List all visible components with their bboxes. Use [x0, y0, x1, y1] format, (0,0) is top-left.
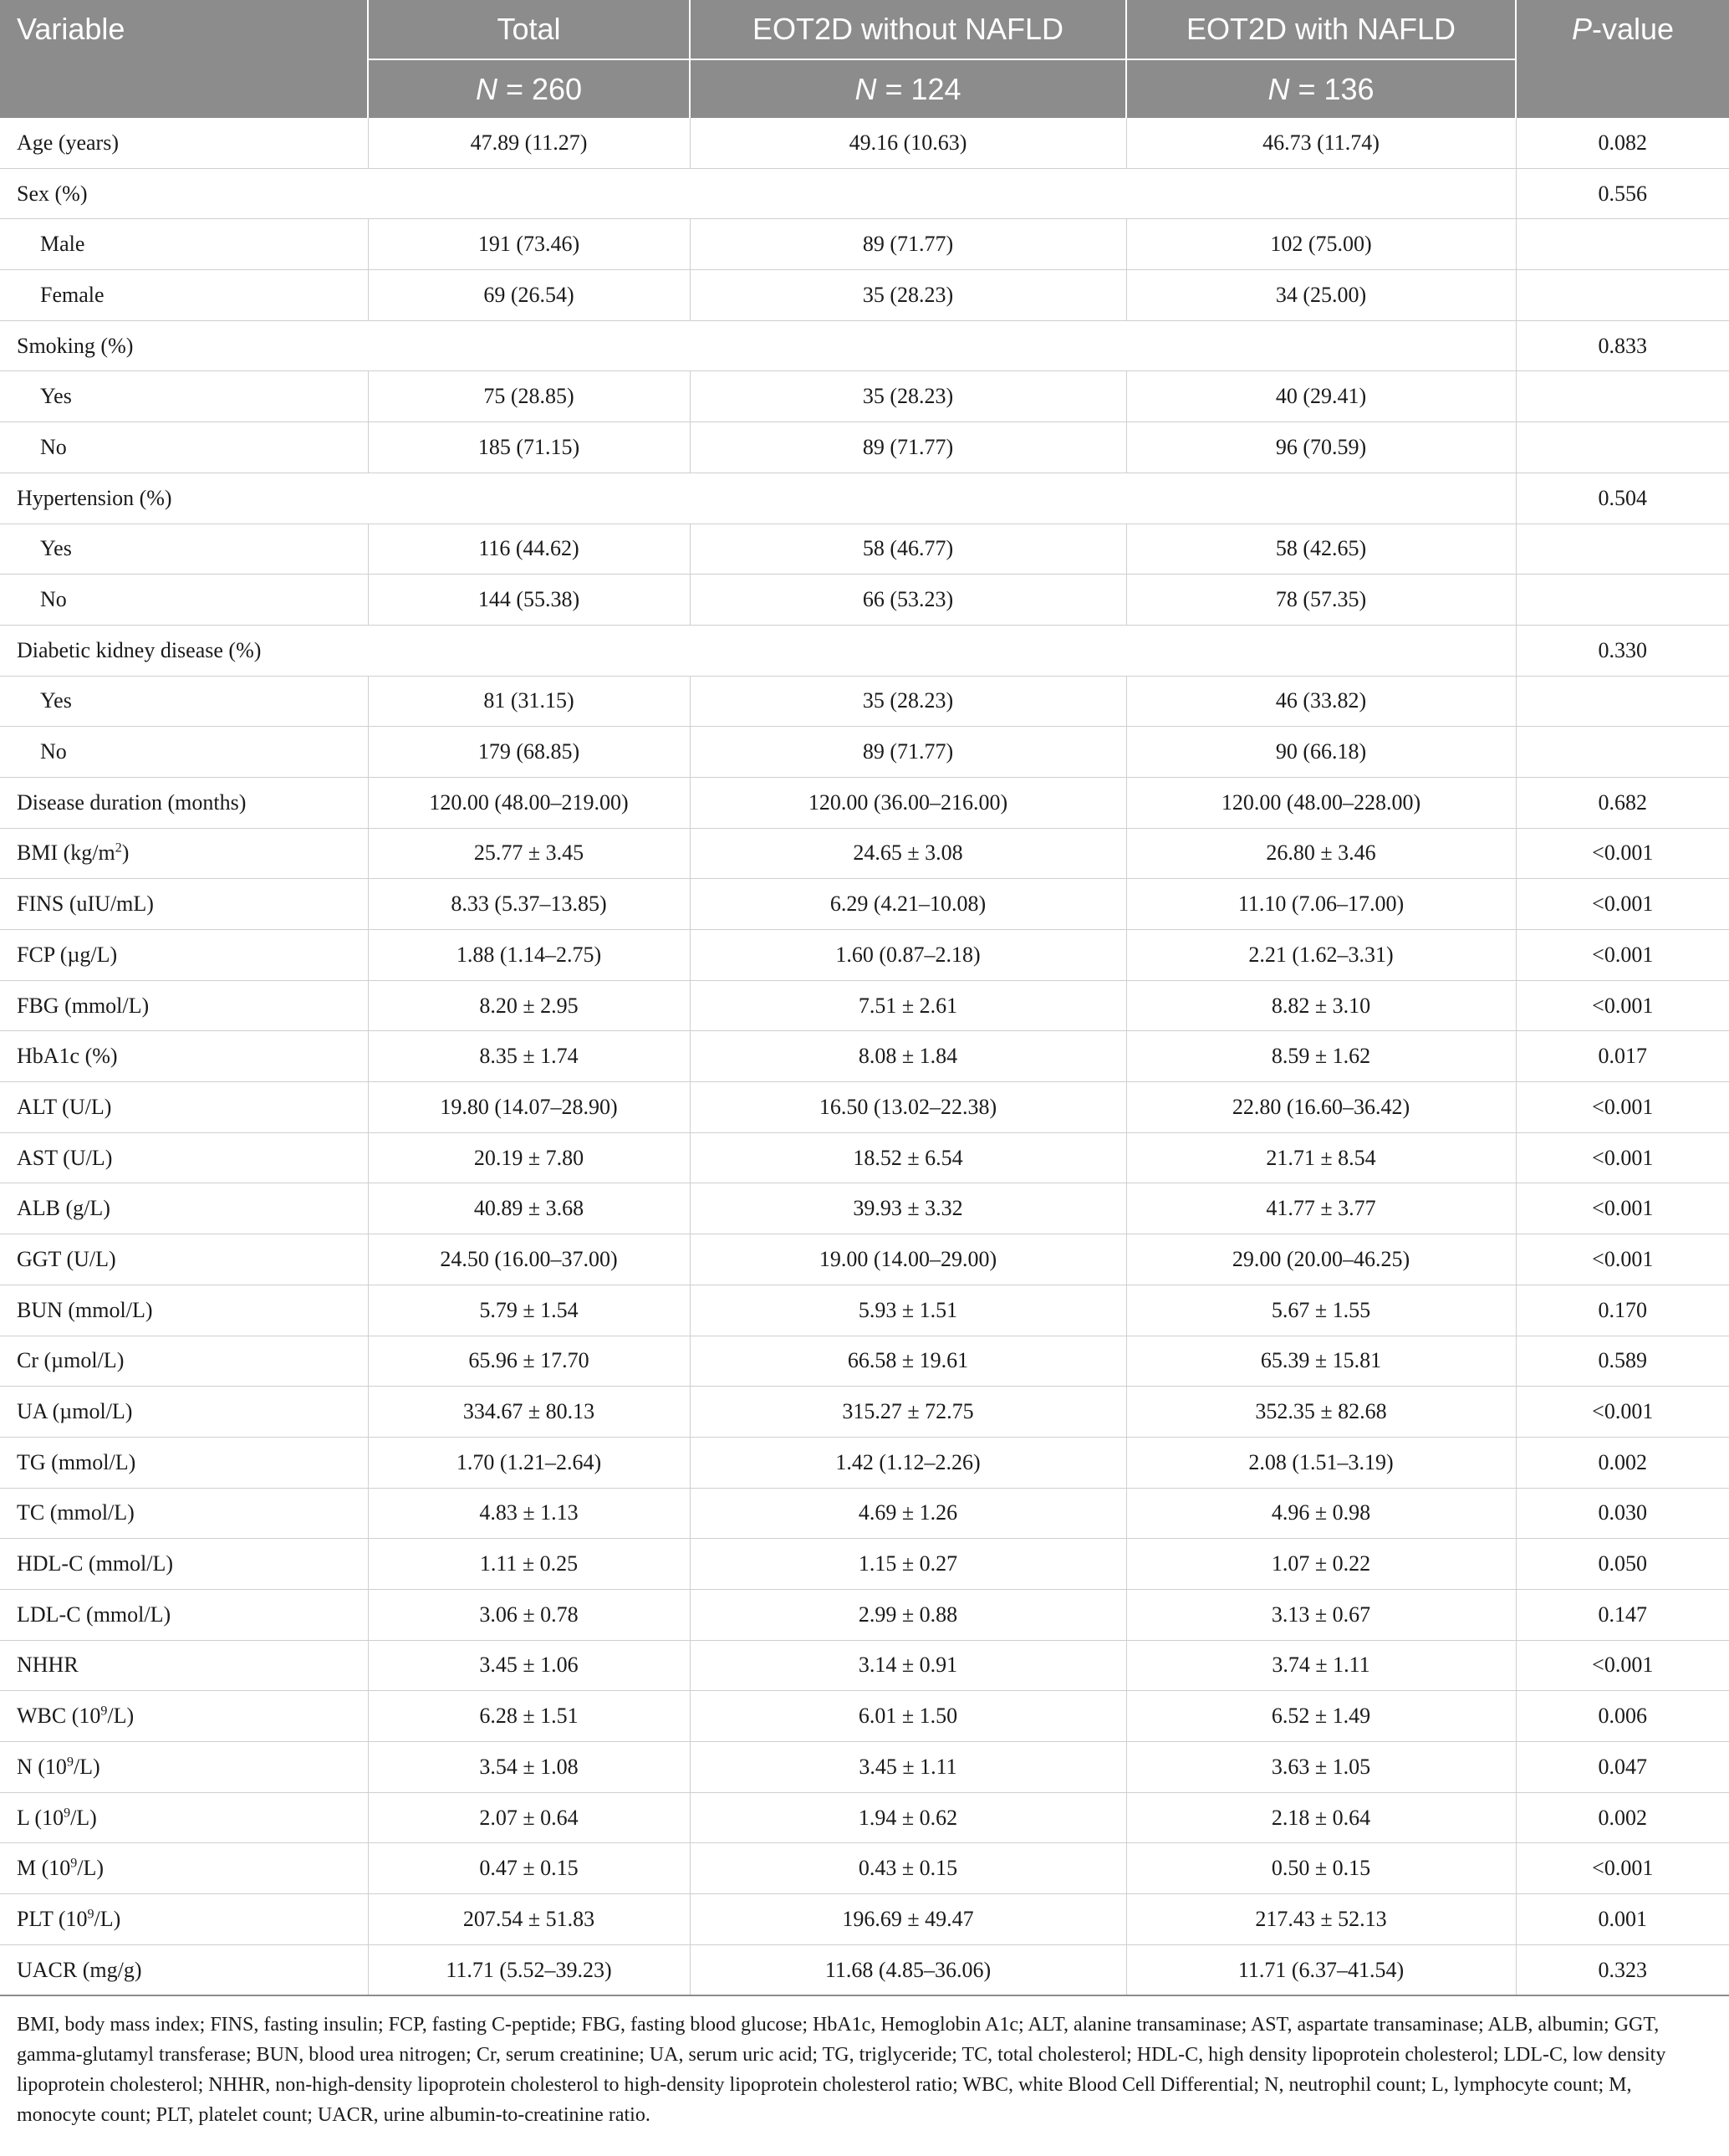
cell-with: 65.39 ± 15.81 — [1126, 1336, 1516, 1387]
p-rest: -value — [1591, 12, 1675, 46]
cell-variable: FINS (uIU/mL) — [0, 879, 368, 930]
table-row — [0, 168, 1729, 219]
table-row — [0, 371, 1729, 422]
cell-p-value: <0.001 — [1516, 1132, 1729, 1183]
cell-total: 47.89 (11.27) — [368, 118, 690, 168]
cell-empty — [368, 320, 1516, 371]
cell-variable: UACR (mg/g) — [0, 1944, 368, 1995]
table-row — [0, 1285, 1729, 1336]
cell-total: 334.67 ± 80.13 — [368, 1387, 690, 1438]
header-with-nafld: EOT2D with NAFLD — [1126, 0, 1516, 59]
cell-with: 3.13 ± 0.67 — [1126, 1589, 1516, 1640]
table-row — [0, 879, 1729, 930]
cell-with: 1.07 ± 0.22 — [1126, 1539, 1516, 1590]
cell-total: 1.70 (1.21–2.64) — [368, 1437, 690, 1488]
cell-with: 41.77 ± 3.77 — [1126, 1183, 1516, 1234]
cell-total: 144 (55.38) — [368, 575, 690, 626]
cell-p-value: 0.001 — [1516, 1894, 1729, 1945]
cell-with: 3.63 ± 1.05 — [1126, 1742, 1516, 1793]
cell-p-value: 0.082 — [1516, 118, 1729, 168]
table-row — [0, 1183, 1729, 1234]
table-row — [0, 1234, 1729, 1285]
cell-without: 315.27 ± 72.75 — [690, 1387, 1126, 1438]
table-row — [0, 1132, 1729, 1183]
cell-without: 3.14 ± 0.91 — [690, 1640, 1126, 1691]
cell-with: 4.96 ± 0.98 — [1126, 1488, 1516, 1539]
cell-with: 46.73 (11.74) — [1126, 118, 1516, 168]
cell-empty — [368, 473, 1516, 524]
cell-total: 8.20 ± 2.95 — [368, 980, 690, 1031]
cell-with: 102 (75.00) — [1126, 219, 1516, 270]
cell-variable: Diabetic kidney disease (%) — [0, 625, 368, 676]
cell-without: 16.50 (13.02–22.38) — [690, 1082, 1126, 1133]
cell-p-value: <0.001 — [1516, 1387, 1729, 1438]
cell-total: 6.28 ± 1.51 — [368, 1691, 690, 1742]
cell-with: 96 (70.59) — [1126, 422, 1516, 473]
cell-p-value: <0.001 — [1516, 980, 1729, 1031]
cell-p-value — [1516, 422, 1729, 473]
cell-variable: UA (µmol/L) — [0, 1387, 368, 1438]
cell-p-value: 0.682 — [1516, 777, 1729, 828]
table-row — [0, 524, 1729, 575]
cell-total: 8.33 (5.37–13.85) — [368, 879, 690, 930]
table-row — [0, 1336, 1729, 1387]
cell-without: 6.01 ± 1.50 — [690, 1691, 1126, 1742]
cell-without: 66 (53.23) — [690, 575, 1126, 626]
cell-empty — [368, 625, 1516, 676]
cell-total: 1.11 ± 0.25 — [368, 1539, 690, 1590]
cell-variable: NHHR — [0, 1640, 368, 1691]
cell-without: 120.00 (36.00–216.00) — [690, 777, 1126, 828]
table-row — [0, 930, 1729, 981]
cell-total: 40.89 ± 3.68 — [368, 1183, 690, 1234]
cell-p-value: 0.050 — [1516, 1539, 1729, 1590]
cell-total: 11.71 (5.52–39.23) — [368, 1944, 690, 1995]
cell-without: 8.08 ± 1.84 — [690, 1031, 1126, 1082]
table-row — [0, 575, 1729, 626]
cell-variable: Sex (%) — [0, 168, 368, 219]
cell-total: 3.45 ± 1.06 — [368, 1640, 690, 1691]
cell-with: 352.35 ± 82.68 — [1126, 1387, 1516, 1438]
cell-without: 39.93 ± 3.32 — [690, 1183, 1126, 1234]
cell-p-value: 0.002 — [1516, 1437, 1729, 1488]
cell-variable: No — [0, 575, 368, 626]
table-row — [0, 320, 1729, 371]
cell-with: 6.52 ± 1.49 — [1126, 1691, 1516, 1742]
cell-p-value — [1516, 371, 1729, 422]
cell-total: 116 (44.62) — [368, 524, 690, 575]
cell-without: 3.45 ± 1.11 — [690, 1742, 1126, 1793]
table-row — [0, 1387, 1729, 1438]
table-row — [0, 1843, 1729, 1894]
cell-variable: Yes — [0, 676, 368, 727]
cell-variable: Yes — [0, 524, 368, 575]
cell-p-value: <0.001 — [1516, 1082, 1729, 1133]
cell-with: 11.10 (7.06–17.00) — [1126, 879, 1516, 930]
cell-without: 89 (71.77) — [690, 422, 1126, 473]
table-row — [0, 1539, 1729, 1590]
table-row — [0, 980, 1729, 1031]
header-variable: Variable — [0, 0, 368, 118]
cell-without: 6.29 (4.21–10.08) — [690, 879, 1126, 930]
cell-with: 11.71 (6.37–41.54) — [1126, 1944, 1516, 1995]
header-n-total: N = 260 — [368, 59, 690, 118]
header-total: Total — [368, 0, 690, 59]
cell-without: 196.69 ± 49.47 — [690, 1894, 1126, 1945]
cell-without: 49.16 (10.63) — [690, 118, 1126, 168]
cell-variable: HDL-C (mmol/L) — [0, 1539, 368, 1590]
cell-variable: LDL-C (mmol/L) — [0, 1589, 368, 1640]
cell-total: 1.88 (1.14–2.75) — [368, 930, 690, 981]
header-n-without: N = 124 — [690, 59, 1126, 118]
cell-variable: FCP (µg/L) — [0, 930, 368, 981]
cell-without: 66.58 ± 19.61 — [690, 1336, 1126, 1387]
cell-without: 35 (28.23) — [690, 676, 1126, 727]
cell-with: 3.74 ± 1.11 — [1126, 1640, 1516, 1691]
cell-p-value — [1516, 524, 1729, 575]
cell-without: 0.43 ± 0.15 — [690, 1843, 1126, 1894]
cell-p-value: 0.006 — [1516, 1691, 1729, 1742]
cell-p-value: 0.170 — [1516, 1285, 1729, 1336]
table-row — [0, 1792, 1729, 1843]
cell-total: 8.35 ± 1.74 — [368, 1031, 690, 1082]
cell-with: 5.67 ± 1.55 — [1126, 1285, 1516, 1336]
cell-total: 65.96 ± 17.70 — [368, 1336, 690, 1387]
cell-p-value — [1516, 575, 1729, 626]
cell-total: 3.06 ± 0.78 — [368, 1589, 690, 1640]
cell-p-value — [1516, 676, 1729, 727]
cell-variable: HbA1c (%) — [0, 1031, 368, 1082]
cell-without: 35 (28.23) — [690, 371, 1126, 422]
cell-without: 35 (28.23) — [690, 270, 1126, 321]
cell-p-value: 0.833 — [1516, 320, 1729, 371]
cell-p-value: 0.147 — [1516, 1589, 1729, 1640]
cell-variable: Male — [0, 219, 368, 270]
table-row — [0, 1691, 1729, 1742]
cell-empty — [368, 168, 1516, 219]
cell-variable: BUN (mmol/L) — [0, 1285, 368, 1336]
cell-without: 5.93 ± 1.51 — [690, 1285, 1126, 1336]
cell-with: 2.18 ± 0.64 — [1126, 1792, 1516, 1843]
cell-variable: Age (years) — [0, 118, 368, 168]
cell-variable: AST (U/L) — [0, 1132, 368, 1183]
table-row — [0, 625, 1729, 676]
table-row — [0, 1589, 1729, 1640]
header-without-nafld: EOT2D without NAFLD — [690, 0, 1126, 59]
cell-without: 58 (46.77) — [690, 524, 1126, 575]
cell-without: 1.94 ± 0.62 — [690, 1792, 1126, 1843]
cell-total: 19.80 (14.07–28.90) — [368, 1082, 690, 1133]
cell-p-value — [1516, 270, 1729, 321]
cell-without: 1.42 (1.12–2.26) — [690, 1437, 1126, 1488]
cell-variable: Cr (µmol/L) — [0, 1336, 368, 1387]
table-row — [0, 1944, 1729, 1995]
cell-with: 90 (66.18) — [1126, 727, 1516, 778]
cell-p-value — [1516, 219, 1729, 270]
cell-variable: Hypertension (%) — [0, 473, 368, 524]
cell-with: 34 (25.00) — [1126, 270, 1516, 321]
cell-without: 19.00 (14.00–29.00) — [690, 1234, 1126, 1285]
cell-total: 25.77 ± 3.45 — [368, 828, 690, 879]
cell-p-value: <0.001 — [1516, 1843, 1729, 1894]
cell-with: 0.50 ± 0.15 — [1126, 1843, 1516, 1894]
p-letter: P — [1571, 12, 1592, 46]
cell-variable: WBC $(10^9/L)$ — [0, 1691, 368, 1742]
cell-without: 89 (71.77) — [690, 727, 1126, 778]
cell-variable: No — [0, 727, 368, 778]
cell-total: 120.00 (48.00–219.00) — [368, 777, 690, 828]
cell-variable: BMI $(kg/m^2)$ — [0, 828, 368, 879]
table-row — [0, 727, 1729, 778]
cell-p-value: <0.001 — [1516, 1640, 1729, 1691]
cell-without: 4.69 ± 1.26 — [690, 1488, 1126, 1539]
table-row — [0, 1488, 1729, 1539]
cell-variable: GGT (U/L) — [0, 1234, 368, 1285]
cell-without: 1.15 ± 0.27 — [690, 1539, 1126, 1590]
cell-with: 22.80 (16.60–36.42) — [1126, 1082, 1516, 1133]
cell-total: 75 (28.85) — [368, 371, 690, 422]
cell-total: 5.79 ± 1.54 — [368, 1285, 690, 1336]
cell-variable: ALT (U/L) — [0, 1082, 368, 1133]
cell-without: 24.65 ± 3.08 — [690, 828, 1126, 879]
cell-total: 191 (73.46) — [368, 219, 690, 270]
cell-variable: TC (mmol/L) — [0, 1488, 368, 1539]
table-row — [0, 1031, 1729, 1082]
cell-total: 81 (31.15) — [368, 676, 690, 727]
cell-total: 185 (71.15) — [368, 422, 690, 473]
table-footnote: BMI, body mass index; FINS, fasting insulin; FCP, fasting C-peptide; FBG, fasting blood glucose; HbA1c, Hemoglobin A1c; ALT, alanine transaminase; AST, aspartate transaminase; ALB, albumin; GGT, gamma-glutamyl transferase; BUN, blood urea nitrogen; Cr, serum creatinine; UA, serum uric acid; TG, triglyceride; TC, total cholesterol; HDL-C, high density lipoprotein cholesterol; LDL-C, low density lipoprotein cholesterol; NHHR, non-high-density lipoprotein cholesterol to high-density lipoprotein cholesterol ratio; WBC, white Blood Cell Differential; N, neutrophil count; L, lymphocyte count; M, monocyte count; PLT, platelet count; UACR, urine albumin-to-creatinine ratio. — [17, 2014, 1666, 2127]
cell-with: 2.08 (1.51–3.19) — [1126, 1437, 1516, 1488]
cell-p-value: <0.001 — [1516, 1183, 1729, 1234]
table-row — [0, 422, 1729, 473]
cell-with: 46 (33.82) — [1126, 676, 1516, 727]
cell-p-value: 0.330 — [1516, 625, 1729, 676]
cell-with: 2.21 (1.62–3.31) — [1126, 930, 1516, 981]
cell-total: 4.83 ± 1.13 — [368, 1488, 690, 1539]
cell-without: 11.68 (4.85–36.06) — [690, 1944, 1126, 1995]
cell-p-value: <0.001 — [1516, 828, 1729, 879]
cell-p-value: 0.017 — [1516, 1031, 1729, 1082]
cell-total: 207.54 ± 51.83 — [368, 1894, 690, 1945]
cell-variable: Disease duration (months) — [0, 777, 368, 828]
cell-with: 29.00 (20.00–46.25) — [1126, 1234, 1516, 1285]
cell-p-value: <0.001 — [1516, 879, 1729, 930]
cell-with: 21.71 ± 8.54 — [1126, 1132, 1516, 1183]
cell-with: 58 (42.65) — [1126, 524, 1516, 575]
cell-with: 40 (29.41) — [1126, 371, 1516, 422]
cell-without: 1.60 (0.87–2.18) — [690, 930, 1126, 981]
cell-total: 69 (26.54) — [368, 270, 690, 321]
cell-p-value: <0.001 — [1516, 1234, 1729, 1285]
cell-with: 26.80 ± 3.46 — [1126, 828, 1516, 879]
cell-variable: Yes — [0, 371, 368, 422]
cell-total: 20.19 ± 7.80 — [368, 1132, 690, 1183]
cell-total: 2.07 ± 0.64 — [368, 1792, 690, 1843]
cell-with: 120.00 (48.00–228.00) — [1126, 777, 1516, 828]
cell-without: 18.52 ± 6.54 — [690, 1132, 1126, 1183]
table-row — [0, 219, 1729, 270]
table-row — [0, 676, 1729, 727]
header-n-with: N = 136 — [1126, 59, 1516, 118]
cell-p-value: 0.002 — [1516, 1792, 1729, 1843]
cell-with: 217.43 ± 52.13 — [1126, 1894, 1516, 1945]
cell-with: 8.82 ± 3.10 — [1126, 980, 1516, 1031]
cell-p-value: 0.047 — [1516, 1742, 1729, 1793]
cell-total: 3.54 ± 1.08 — [368, 1742, 690, 1793]
table-row — [0, 473, 1729, 524]
cell-variable: M $(10^9/L)$ — [0, 1843, 368, 1894]
cell-total: 0.47 ± 0.15 — [368, 1843, 690, 1894]
cell-variable: No — [0, 422, 368, 473]
cell-without: 7.51 ± 2.61 — [690, 980, 1126, 1031]
table-row — [0, 1894, 1729, 1945]
cell-p-value: <0.001 — [1516, 930, 1729, 981]
cell-total: 179 (68.85) — [368, 727, 690, 778]
cell-with: 78 (57.35) — [1126, 575, 1516, 626]
header-p-value — [1516, 0, 1729, 118]
table-row — [0, 270, 1729, 321]
table-row — [0, 828, 1729, 879]
cell-p-value: 0.504 — [1516, 473, 1729, 524]
cell-variable: ALB (g/L) — [0, 1183, 368, 1234]
cell-variable: FBG (mmol/L) — [0, 980, 368, 1031]
cell-p-value: 0.556 — [1516, 168, 1729, 219]
cell-total: 24.50 (16.00–37.00) — [368, 1234, 690, 1285]
cell-variable: N $(10^9/L)$ — [0, 1742, 368, 1793]
cell-p-value: 0.589 — [1516, 1336, 1729, 1387]
table-row — [0, 1640, 1729, 1691]
cell-with: 8.59 ± 1.62 — [1126, 1031, 1516, 1082]
table-row — [0, 118, 1729, 168]
cell-p-value: 0.323 — [1516, 1944, 1729, 1995]
cell-p-value: 0.030 — [1516, 1488, 1729, 1539]
cell-without: 2.99 ± 0.88 — [690, 1589, 1126, 1640]
cell-variable: TG (mmol/L) — [0, 1437, 368, 1488]
cell-variable: Smoking (%) — [0, 320, 368, 371]
table-row — [0, 1437, 1729, 1488]
table-header — [0, 0, 1729, 118]
table-row — [0, 1742, 1729, 1793]
cell-p-value — [1516, 727, 1729, 778]
cell-variable: L $(10^9/L)$ — [0, 1792, 368, 1843]
table-row — [0, 777, 1729, 828]
table-row — [0, 1082, 1729, 1133]
cell-variable: Female — [0, 270, 368, 321]
cell-without: 89 (71.77) — [690, 219, 1126, 270]
cell-variable: PLT $(10^9/L)$ — [0, 1894, 368, 1945]
table-body — [0, 118, 1729, 1995]
